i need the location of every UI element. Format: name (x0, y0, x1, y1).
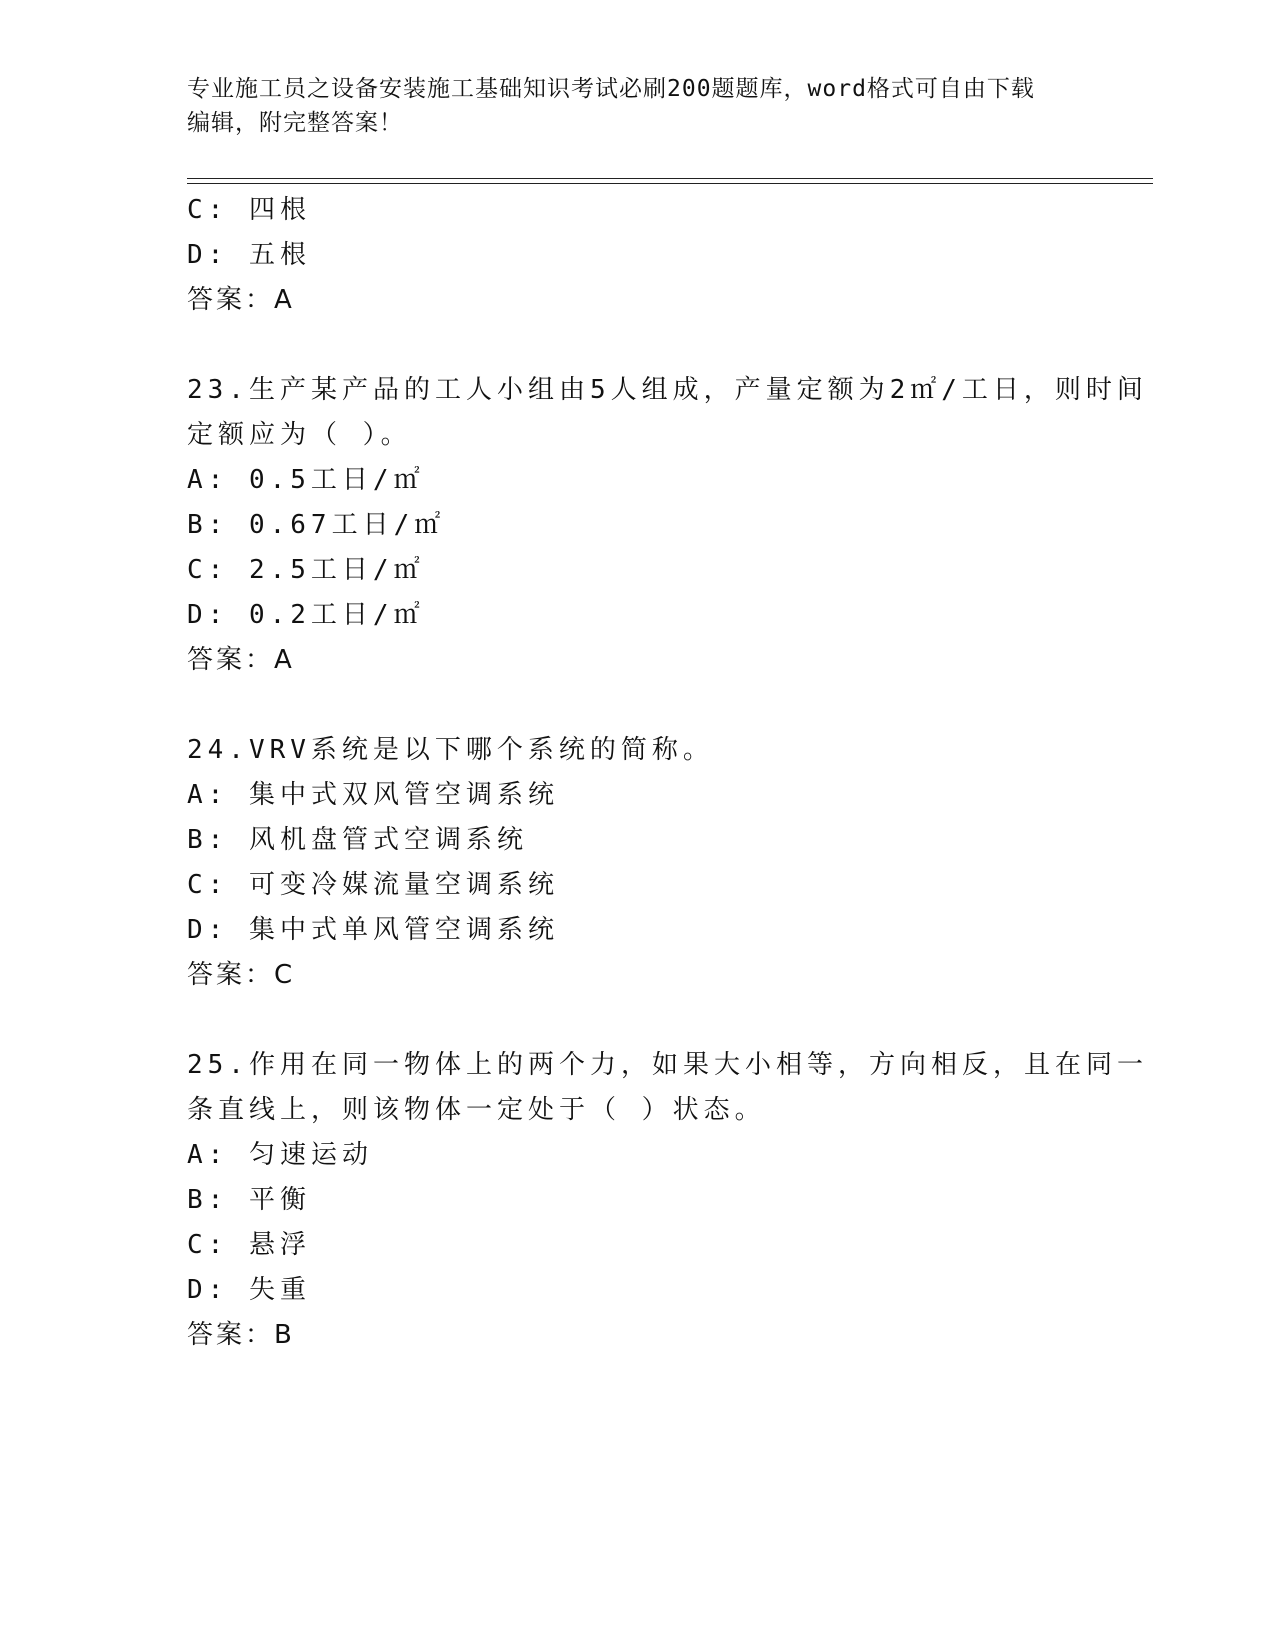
q25-option-b: B: 平衡 (187, 1185, 311, 1215)
header-divider-top (187, 178, 1153, 179)
q25-stem-line-2: 条直线上，则该物体一定处于（ ）状态。 (187, 1095, 766, 1125)
q25-option-a: A: 匀速运动 (187, 1140, 373, 1170)
q23-option-b: B: 0.67工日/㎡ (187, 510, 446, 540)
q25-answer: 答案：B (187, 1320, 295, 1350)
q22-option-d: D: 五根 (187, 240, 311, 270)
q25-option-c: C: 悬浮 (187, 1230, 311, 1260)
q24-answer: 答案：C (187, 960, 296, 990)
q24-option-d: D: 集中式单风管空调系统 (187, 915, 559, 945)
q25-stem-line-1: 25.作用在同一物体上的两个力，如果大小相等，方向相反，且在同一 (187, 1050, 1148, 1080)
q23-stem-line-2: 定额应为（ ）。 (187, 420, 412, 450)
q23-answer: 答案：A (187, 645, 295, 675)
document-header (187, 72, 1107, 140)
header-title-line-1: 专业施工员之设备安装施工基础知识考试必刷200题题库，word格式可自由下载 (187, 76, 1035, 102)
q24-option-b: B: 风机盘管式空调系统 (187, 825, 528, 855)
q24-option-a: A: 集中式双风管空调系统 (187, 780, 559, 810)
q24-option-c: C: 可变冷媒流量空调系统 (187, 870, 559, 900)
q25-option-d: D: 失重 (187, 1275, 311, 1305)
q23-option-c: C: 2.5工日/㎡ (187, 555, 425, 585)
q22-option-c: C: 四根 (187, 195, 311, 225)
q24-stem-line-1: 24.VRV系统是以下哪个系统的简称。 (187, 735, 714, 765)
q23-option-a: A: 0.5工日/㎡ (187, 465, 425, 495)
header-title-line-2: 编辑，附完整答案！ (187, 110, 403, 136)
q23-option-d: D: 0.2工日/㎡ (187, 600, 425, 630)
header-divider-bottom (187, 183, 1153, 184)
q23-stem-line-1: 23.生产某产品的工人小组由5人组成，产量定额为2㎡/工日，则时间 (187, 375, 1148, 405)
q22-answer: 答案：A (187, 285, 295, 315)
